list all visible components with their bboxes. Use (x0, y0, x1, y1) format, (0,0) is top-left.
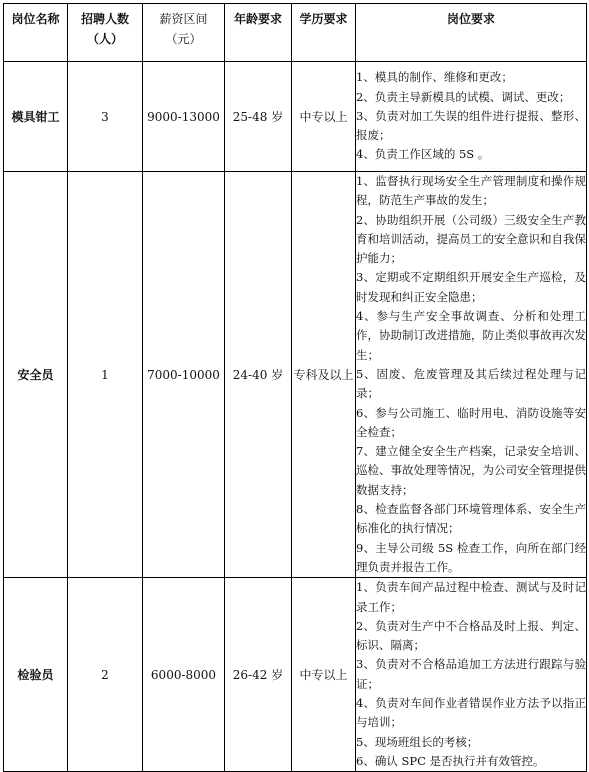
requirement-item: 1、监督执行现场安全生产管理制度和操作规程，防范生产事故的发生； (356, 174, 586, 208)
requirement-item: 5、固废、危废管理及其后续过程处理与记录； (356, 366, 586, 401)
requirement-item: 3、负责对不合格品追加工方法进行跟踪与验证； (356, 657, 586, 691)
headcount: 3 (68, 62, 143, 172)
requirement-item: 2、负责主导新模具的试模、调试、更改； (356, 89, 571, 104)
requirement-item: 2、协助组织开展（公司级）三级安全生产教育和培训活动，提高员工的安全意识和自我保护能力； (356, 212, 586, 266)
requirements-cell (356, 62, 587, 172)
requirement-item: 1、负责车间产品过程中检查、测试与及时记录工作； (356, 580, 586, 614)
requirement-item: 9、主导公司级 5S 检查工作，向所在部门经理负责并报告工作。 (356, 540, 586, 574)
requirement-item: 3、负责对加工失误的组件进行提报、整形、报废； (356, 108, 586, 143)
requirement-item: 2、负责对生产中不合格品及时上报、判定、标识、隔离； (356, 618, 586, 653)
salary-range: 9000-13000 (143, 62, 225, 172)
salary-range: 7000-10000 (143, 172, 225, 578)
education-level: 中专以上 (292, 62, 356, 172)
position-name: 模具钳工 (4, 62, 68, 172)
age-range: 24-40 岁 (225, 172, 292, 578)
header-count: 招聘人数 （人） (68, 4, 143, 62)
header-age: 年龄要求 (225, 4, 292, 62)
requirement-item: 3、定期或不定期组织开展安全生产巡检，及时发现和纠正安全隐患； (356, 270, 586, 304)
header-row (4, 4, 587, 62)
education-level: 中专以上 (292, 578, 356, 772)
requirement-item: 6、参与公司施工、临时用电、消防设施等安全检查； (356, 405, 586, 439)
age-range: 26-42 岁 (225, 578, 292, 772)
header-position: 岗位名称 (4, 4, 68, 62)
salary-range: 6000-8000 (143, 578, 225, 772)
requirements-cell (356, 578, 587, 772)
header-requirements: 岗位要求 (356, 4, 587, 62)
headcount: 2 (68, 578, 143, 772)
table-row (4, 62, 587, 172)
position-name: 安全员 (4, 172, 68, 578)
age-range: 25-48 岁 (225, 62, 292, 172)
requirement-item: 7、建立健全安全生产档案，记录安全培训、巡检、事故处理等情况，为公司安全管理提供数据支持； (356, 444, 586, 497)
requirement-item: 4、负责对车间作业者错误作业方法予以指正与培训； (356, 696, 586, 730)
headcount: 1 (68, 172, 143, 578)
requirement-item: 1、模具的制作、维修和更改； (356, 70, 513, 85)
requirement-item: 4、负责工作区域的 5S 。 (356, 147, 490, 162)
position-name: 检验员 (4, 578, 68, 772)
requirement-item: 4、参与生产安全事故调查、分析和处理工作，协助制订改进措施，防止类似事故再次发生； (356, 309, 586, 362)
requirement-item: 8、检查监督各部门环境管理体系、安全生产标准化的执行情况； (356, 502, 586, 536)
table-row (4, 578, 587, 772)
table-row (4, 172, 587, 578)
header-education: 学历要求 (292, 4, 356, 62)
requirement-item: 6、确认 SPC 是否执行并有效管控。 (356, 753, 545, 768)
header-salary: 薪资区间 （元） (143, 4, 225, 62)
education-level: 专科及以上 (292, 172, 356, 578)
job-requirements-table (3, 3, 587, 772)
requirement-item: 5、现场班组长的考核； (356, 734, 479, 749)
requirements-cell (356, 172, 587, 578)
